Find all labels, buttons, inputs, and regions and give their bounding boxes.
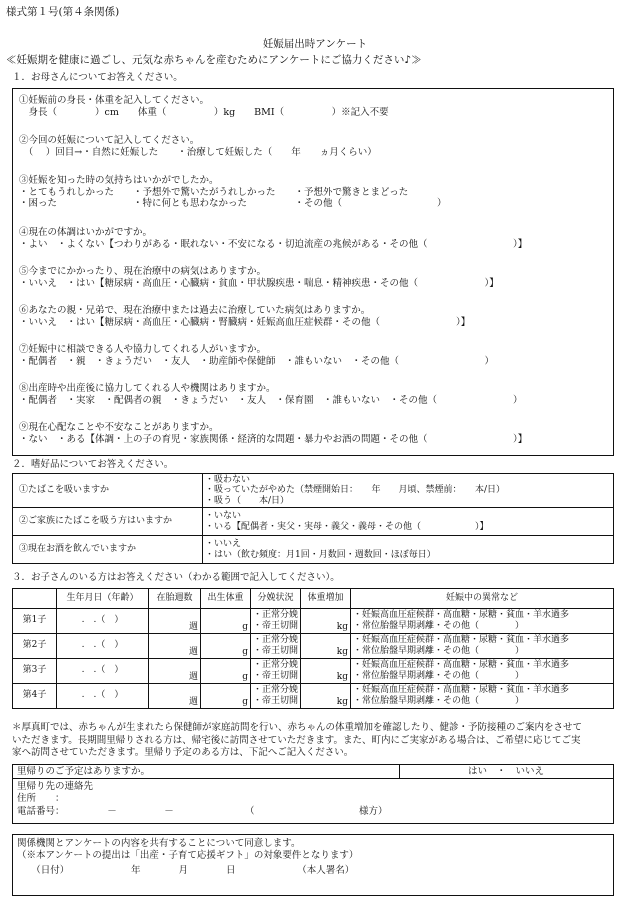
- abnormal-option[interactable]: ・常位胎盤早期剥離・その他（ ）: [353, 646, 525, 656]
- weight-unit: g: [242, 671, 248, 682]
- weeks-field[interactable]: [149, 659, 201, 684]
- abnormal-options[interactable]: [351, 609, 614, 634]
- child-label: 第2子: [13, 634, 57, 659]
- birth-weight-field[interactable]: [201, 659, 251, 684]
- return-home-question: 里帰りのご予定はありますか。: [17, 766, 151, 777]
- weight-gain-field[interactable]: [301, 634, 351, 659]
- notice-text: [12, 722, 618, 760]
- weight-gain-field[interactable]: [301, 659, 351, 684]
- delivery-options[interactable]: [251, 634, 301, 659]
- delivery-option[interactable]: ・正常分娩: [253, 610, 299, 620]
- delivery-option[interactable]: ・帝王切開: [253, 671, 299, 681]
- section1-heading: １．お母さんについてお答えください。: [12, 72, 183, 83]
- question-5: [19, 266, 607, 289]
- contact-title: 里帰り先の連絡先: [17, 781, 94, 792]
- child-row: [13, 609, 614, 634]
- column-header: 出生体重: [201, 589, 251, 609]
- gain-unit: kg: [336, 671, 349, 682]
- weeks-unit: 週: [188, 671, 198, 682]
- abnormal-option[interactable]: ・常位胎盤早期剥離・その他（ ）: [353, 621, 525, 631]
- habit-option[interactable]: ・いいえ: [205, 539, 242, 549]
- question-text: ⑥あなたの親・兄弟で、現在治療中または過去に治療していた病気はありますか。: [19, 305, 371, 316]
- birth-weight-field[interactable]: [201, 634, 251, 659]
- habit-question: ③現在お酒を飲んでいますか: [13, 536, 203, 564]
- gain-unit: kg: [336, 646, 349, 657]
- weeks-unit: 週: [188, 621, 198, 632]
- consent-signature-line[interactable]: （日付） 年 月 日 （本人署名）: [17, 865, 355, 876]
- abnormal-options[interactable]: [351, 684, 614, 709]
- column-header: [13, 589, 57, 609]
- question-text: ③妊娠を知った時の気持ちはいかがでしたか。: [19, 175, 219, 186]
- habit-option[interactable]: ・いない: [205, 511, 242, 521]
- section2-table: [12, 473, 614, 564]
- birth-date-field[interactable]: . .（ ）: [57, 684, 149, 709]
- notice-line: ＊厚真町では、赤ちゃんが生まれたら保健師が家庭訪問を行い、赤ちゃんの体重増加を確認したり、健診・予防接種のご案内をさせて: [12, 722, 583, 733]
- habit-options[interactable]: [203, 508, 614, 536]
- answer-options[interactable]: ・ない ・ある【体調・上の子の育児・家族関係・経済的な問題・暴力やお酒の問題・その他（ ）】: [19, 433, 528, 445]
- habit-options[interactable]: [203, 474, 614, 508]
- answer-options[interactable]: ・とてもうれしかった ・予想外で驚いたがうれしかった ・予想外で驚きとまどった: [19, 186, 409, 198]
- answer-options[interactable]: ・配偶者 ・親 ・きょうだい ・友人 ・助産師や保健師 ・誰もいない ・その他（ ）: [19, 355, 495, 367]
- habit-option[interactable]: ・いる【配偶者・実父・実母・義父・義母・その他（ ）】: [205, 521, 489, 532]
- question-text: ⑤今までにかかったり、現在治療中の病気はありますか。: [19, 266, 267, 277]
- child-label: 第3子: [13, 659, 57, 684]
- weeks-field[interactable]: [149, 609, 201, 634]
- question-text: ②今回の妊娠について記入してください。: [19, 135, 200, 146]
- section2-heading: ２．嗜好品についてお答えください。: [12, 459, 174, 470]
- consent-note: （※本アンケートの提出は「出産・子育て応援ギフト」の対象要件となります）: [17, 850, 359, 861]
- weight-gain-field[interactable]: [301, 684, 351, 709]
- column-header: 妊娠中の異常など: [351, 589, 614, 609]
- child-row: [13, 634, 614, 659]
- birth-weight-field[interactable]: [201, 684, 251, 709]
- weight-unit: g: [242, 621, 248, 632]
- question-9: [19, 422, 607, 445]
- habit-row: [13, 536, 614, 564]
- habit-option[interactable]: ・吸う（ 本/日）: [205, 495, 290, 506]
- question-6: [19, 305, 607, 328]
- delivery-option[interactable]: ・帝王切開: [253, 646, 299, 656]
- column-header: 在胎週数: [149, 589, 201, 609]
- answer-options[interactable]: ・配偶者 ・実家 ・配偶者の親 ・きょうだい ・友人 ・保育園 ・誰もいない ・その他（ ）: [19, 394, 523, 406]
- page-title: 妊娠届出時アンケート: [262, 38, 368, 50]
- child-label: 第4子: [13, 684, 57, 709]
- question-8: [19, 383, 607, 406]
- question-2: [19, 135, 607, 158]
- habit-question: ①たばこを吸いますか: [13, 474, 203, 508]
- child-row: [13, 684, 614, 709]
- delivery-option[interactable]: ・帝王切開: [253, 621, 299, 631]
- habit-option[interactable]: ・はい（飲む頻度：月1回・月数回・週数回・ほぼ毎日）: [205, 549, 436, 560]
- weight-gain-field[interactable]: [301, 609, 351, 634]
- question-3: [19, 175, 607, 210]
- delivery-option[interactable]: ・正常分娩: [253, 635, 299, 645]
- birth-date-field[interactable]: . .（ ）: [57, 634, 149, 659]
- answer-options[interactable]: 身長（ ）cm 体重（ ）kg BMI（ ）※記入不要: [19, 106, 389, 118]
- abnormal-option[interactable]: ・常位胎盤早期剥離・その他（ ）: [353, 696, 525, 706]
- return-home-box: [12, 764, 614, 824]
- weeks-unit: 週: [188, 696, 198, 707]
- abnormal-options[interactable]: [351, 634, 614, 659]
- birth-weight-field[interactable]: [201, 609, 251, 634]
- weeks-field[interactable]: [149, 634, 201, 659]
- weeks-field[interactable]: [149, 684, 201, 709]
- abnormal-option[interactable]: ・常位胎盤早期剥離・その他（ ）: [353, 671, 525, 681]
- abnormal-option[interactable]: ・妊娠高血圧症候群・高血糖・尿糖・貧血・羊水過多: [353, 660, 570, 670]
- habit-options[interactable]: [203, 536, 614, 564]
- question-text: ④現在の体調はいかがですか。: [19, 227, 153, 238]
- column-header: 体重増加: [301, 589, 351, 609]
- gain-unit: kg: [336, 696, 349, 707]
- answer-options[interactable]: ・いいえ ・はい【糖尿病・高血圧・心臓病・腎臓病・妊娠高血圧症候群・その他（ ）】: [19, 316, 471, 328]
- question-7: [19, 344, 607, 367]
- consent-box: [12, 834, 614, 896]
- question-text: ⑧出産時や出産後に協力してくれる人や機関はありますか。: [19, 383, 276, 394]
- question-text: ⑦妊娠中に相談できる人や協力してくれる人がいますか。: [19, 344, 267, 355]
- page-subtitle: ≪妊娠期を健康に過ごし、元気な赤ちゃんを産むためにアンケートにご協力ください♪≫: [6, 54, 422, 66]
- question-text: ①妊娠前の身長・体重を記入してください。: [19, 95, 210, 106]
- delivery-option[interactable]: ・正常分娩: [253, 685, 299, 695]
- weight-unit: g: [242, 696, 248, 707]
- column-header: 生年月日（年齢）: [57, 589, 149, 609]
- delivery-options[interactable]: [251, 684, 301, 709]
- abnormal-option[interactable]: ・妊娠高血圧症候群・高血糖・尿糖・貧血・羊水過多: [353, 635, 570, 645]
- habit-question: ②ご家族にたばこを吸う方はいますか: [13, 508, 203, 536]
- column-header: 分娩状況: [251, 589, 301, 609]
- form-number: 様式第１号(第４条関係): [6, 6, 120, 18]
- return-home-answer[interactable]: はい ・ いいえ: [468, 766, 545, 777]
- section3-table: [12, 588, 614, 709]
- question-text: ⑨現在心配なことや不安なことがありますか。: [19, 422, 219, 433]
- birth-date-field[interactable]: . .（ ）: [57, 659, 149, 684]
- abnormal-options[interactable]: [351, 659, 614, 684]
- answer-options[interactable]: ・よい ・よくない【つわりがある・眠れない・不安になる・切迫流産の兆候がある・その他（ ）】: [19, 238, 528, 250]
- child-row: [13, 659, 614, 684]
- answer-options[interactable]: ・困った ・特に何とも思わなかった ・その他（ ）: [19, 198, 447, 209]
- habit-option[interactable]: ・吸わない: [205, 474, 251, 485]
- section1-box: [12, 88, 614, 456]
- weight-unit: g: [242, 646, 248, 657]
- weeks-unit: 週: [188, 646, 198, 657]
- habit-option[interactable]: ・吸っていたがやめた（禁煙開始日： 年 月頃、禁煙前： 本/日）: [205, 485, 506, 496]
- abnormal-option[interactable]: ・妊娠高血圧症候群・高血糖・尿糖・貧血・羊水過多: [353, 610, 570, 620]
- question-1: [19, 95, 607, 118]
- notice-line: 家へ訪問させていただきます。里帰り予定のある方は、下記へご記入ください。: [12, 747, 354, 758]
- abnormal-option[interactable]: ・妊娠高血圧症候群・高血糖・尿糖・貧血・羊水過多: [353, 685, 570, 695]
- delivery-option[interactable]: ・帝王切開: [253, 696, 299, 706]
- question-4: [19, 227, 607, 250]
- section3-heading: ３．お子さんのいる方はお答えください（わかる範囲で記入してください）。: [12, 572, 340, 583]
- gain-unit: kg: [336, 621, 349, 632]
- answer-options[interactable]: （ ）回目→・自然に妊娠した ・治療して妊娠した（ 年 ヵ月くらい）: [19, 146, 377, 158]
- answer-options[interactable]: ・いいえ ・はい【糖尿病・高血圧・心臓病・貧血・甲状腺疾患・喘息・精神疾患・その他（ ）】: [19, 277, 499, 289]
- notice-line: いただきます。長期間里帰りされる方は、帰宅後に訪問させていただきます。また、町内にご実家がある場合は、ご希望に応じてご実: [12, 734, 581, 746]
- birth-date-field[interactable]: . .（ ）: [57, 609, 149, 634]
- habit-row: [13, 508, 614, 536]
- delivery-options[interactable]: [251, 609, 301, 634]
- consent-statement: 関係機関とアンケートの内容を共有することについて同意します。: [17, 838, 301, 849]
- delivery-option[interactable]: ・正常分娩: [253, 660, 299, 670]
- habit-row: [13, 474, 614, 508]
- address-field[interactable]: 住所 ：: [17, 793, 65, 804]
- child-label: 第1子: [13, 609, 57, 634]
- phone-field[interactable]: 電話番号： － － （ 様方）: [17, 806, 388, 817]
- delivery-options[interactable]: [251, 659, 301, 684]
